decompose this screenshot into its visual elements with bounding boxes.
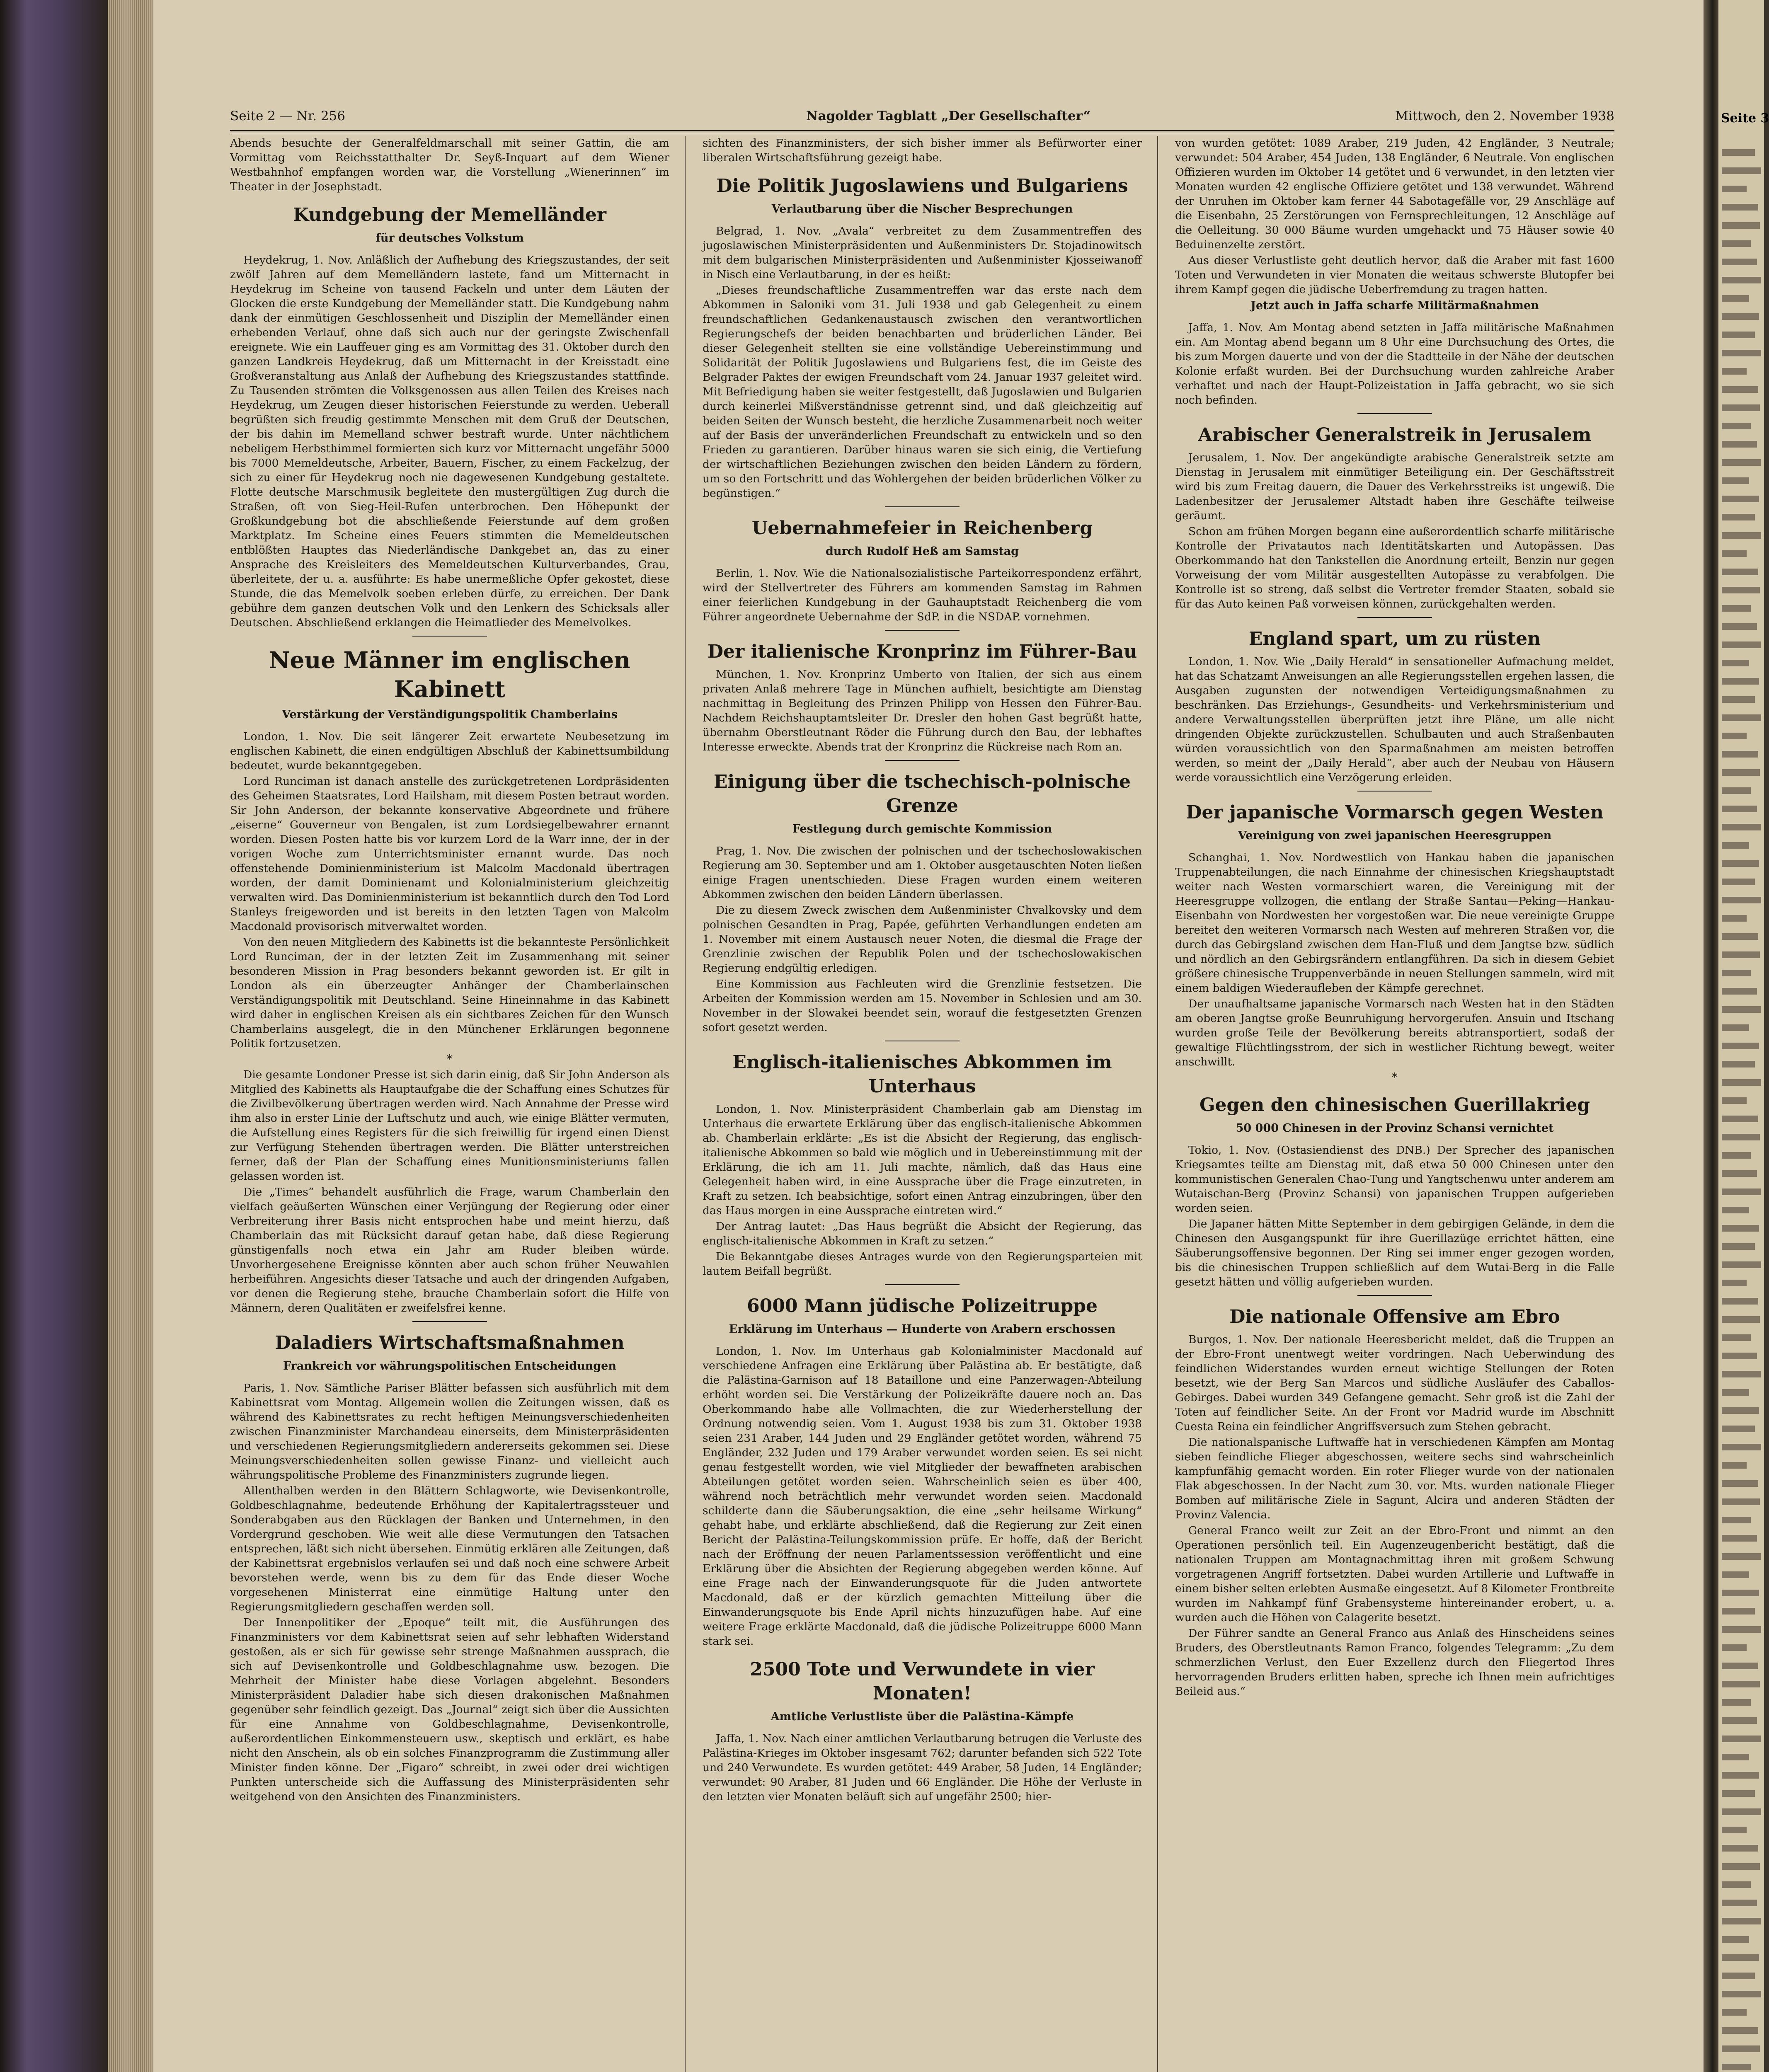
paragraph: Jerusalem, 1. Nov. Der angekündigte arabische Generalstreik setzte am Dienstag in Jerusalem mit einmütiger Beteiligung ein. Der Geschäftsstreit wird bis zum Freitag dauern, die Dauer des Verkehrsstreiks ist ungewiß. Die Ladenbesitzer der Jerusalemer Altstadt haben ihre Geschäfte teilweise geräumt. [1175, 451, 1614, 522]
next-page-text-line [1722, 350, 1761, 356]
section-divider [1357, 617, 1432, 618]
next-page-text-line [1722, 787, 1751, 794]
headline: Englisch-italienisches Abkommen im Unterhaus [732, 1052, 1112, 1097]
next-page-text-line [1722, 1644, 1747, 1651]
next-page-text-line [1722, 1590, 1759, 1596]
next-page-text-line [1722, 1480, 1758, 1487]
column-1 [230, 136, 669, 2072]
next-page-text-line [1722, 897, 1761, 903]
next-page-text-line [1722, 2064, 1751, 2070]
next-page-text-line [1722, 259, 1757, 265]
next-page-text-line [1722, 915, 1747, 922]
next-page-text-line [1722, 1517, 1751, 1523]
next-page-text-line [1722, 970, 1751, 976]
next-page-text-line [1722, 1426, 1755, 1432]
column-3 [1175, 136, 1614, 2072]
paragraph: sichten des Finanzministers, der sich bisher immer als Befürworter einer liberalen Wirtschaftsführung gezeigt habe. [703, 137, 1142, 164]
next-page-text-line [1722, 569, 1758, 575]
next-page-text-line [1722, 605, 1751, 612]
next-page-text-line [1722, 1571, 1749, 1578]
next-page-text-line [1722, 1498, 1760, 1505]
next-page-text-line [1722, 423, 1751, 429]
next-page-text-line [1722, 2009, 1747, 2016]
headline: Neue Männer im englischen Kabinett [269, 646, 630, 702]
page-edges [108, 0, 153, 2072]
next-page-text-line [1722, 1280, 1747, 1286]
next-page-text-line [1722, 2045, 1760, 2052]
paragraph: Der unaufhaltsame japanische Vormarsch nach Westen hat in den Städten am oberen Jangtse große Beunruhigung hervorgerufen. Ansuin und Itschang wurden große Teile der Bevölkerung bereits abtransportiert, sodaß der gewaltige Flüchtlingsstrom, der sich in westlicher Richtung bewegt, weiter anschwillt. [1175, 997, 1614, 1068]
next-page-text-line [1722, 1535, 1757, 1542]
next-page-text-line [1722, 2027, 1758, 2034]
section-star: * [447, 1052, 453, 1066]
next-page-text-line [1722, 1152, 1751, 1159]
subheadline: 50 000 Chinesen in der Provinz Schansi vernichtet [1236, 1122, 1554, 1135]
headline: Daladiers Wirtschaftsmaßnahmen [275, 1332, 625, 1353]
next-page-text-line [1722, 496, 1759, 502]
headline: Die nationale Offensive am Ebro [1229, 1306, 1560, 1327]
paragraph: Prag, 1. Nov. Die zwischen der polnischen und der tschechoslowakischen Regierung am 30. September und am 1. Oktober ausgetauschten Noten ließen einige Fragen unentschieden. Diese Fragen wurden einem weiteren Abkommen zwischen den beiden Ländern überlassen. [703, 845, 1142, 901]
next-page-text-line [1722, 1462, 1747, 1469]
next-page-text-line [1722, 1790, 1755, 1797]
section-divider [1357, 413, 1432, 414]
next-page-text-line [1722, 824, 1761, 830]
next-page-text-line [1722, 1772, 1759, 1779]
next-page-text-line [1722, 404, 1760, 411]
next-page-text-line [1722, 587, 1760, 593]
next-page-text-line [1722, 769, 1760, 776]
paragraph: München, 1. Nov. Kronprinz Umberto von Italien, der sich aus einem privaten Anlaß mehrere Tage in München aufhielt, besichtigte am Dienstag nachmittag in Begleitung des Prinzen Philipp von Hessen den Führer-Bau. Nachdem Reichshauptamtsleiter Dr. Dresler den hohen Gast begrüßt hatte, übernahm Oberstleutnant Röder die Führung durch den Bau, der lebhaftes Interesse erweckte. Abends trat der Kronprinz die Rückreise nach Rom an. [703, 668, 1142, 753]
paragraph: Eine Kommission aus Fachleuten wird die Grenzlinie festsetzen. Die Arbeiten der Kommission werden am 15. November in Schlesien und am 30. November in der Slowakei beendet sein, worauf die festgesetzten Grenzen sofort gesetzt werden. [703, 978, 1142, 1034]
paragraph: Burgos, 1. Nov. Der nationale Heeresbericht meldet, daß die Truppen an der Ebro-Front unentwegt weiter vordringen. Nach Ueberwindung des feindlichen Widerstandes wurden erneut wichtige Stellungen der Roten besetzt, wie der Berg San Marcos und südliche Ausläufer des Caballos-Gebirges. Dabei wurden 349 Gefangene gemacht. Sehr groß ist die Zahl der Toten auf feindlicher Seite. An der Front vor Madrid wurde im Abschnitt Cuesta Reina ein feindlicher Angriffsversuch zum Stehen gebracht. [1175, 1333, 1614, 1433]
section-divider [1357, 791, 1432, 792]
paragraph: London, 1. Nov. Im Unterhaus gab Kolonialminister Macdonald auf verschiedene Anfragen eine Erklärung über Palästina ab. Er bestätigte, daß die Palästina-Garnison auf 18 Bataillone und eine Panzerwagen-Abteilung erhöht worden sei. Die Verstärkung der Polizeikräfte dauere noch an. Das Oberkommando habe alle Vollmachten, die zur Wiederherstellung der Ordnung notwendig seien. Vom 1. August 1938 bis zum 31. Oktober 1938 seien 231 Araber, 144 Juden und 29 Engländer getötet worden, während 75 Engländer, 232 Juden und 179 Araber verwundet worden seien. Es sei nicht genau festgestellt worden, wie viel Mitglieder der bewaffneten arabischen Abteilungen getötet worden seien. Wahrscheinlich seien es über 400, während noch beträchtlich mehr verwundet worden seien. Macdonald schilderte dann die Säuberungsaktion, die eine „sehr heilsame Wirkung“ gehabt habe, und erklärte abschließend, daß die Regierung zur Zeit einen Bericht der Palästina-Teilungskommission prüfe. Er hoffe, daß der Bericht nach der Eröffnung der neuen Parlamentssession veröffentlicht und eine Erklärung über die Absichten der Regierung abgegeben werden könne. Auf eine Frage nach der Einwanderungsquote für die Juden antwortete Macdonald, daß er der kürzlich gemachten Mitteilung über die Einwanderungsquote bis Ende April nichts hinzuzufügen habe. Auf eine weitere Frage erklärte Macdonald, daß die jüdische Polizeitruppe 6000 Mann stark sei. [703, 1345, 1142, 1648]
paragraph: London, 1. Nov. Ministerpräsident Chamberlain gab am Dienstag im Unterhaus die erwartete Erklärung über das englisch-italienische Abkommen ab. Chamberlain erklärte: „Es ist die Absicht der Regierung, das englisch-italienische Abkommen so bald wie möglich und in Uebereinstimmung mit der Erklärung, die ich am 11. Juli machte, nämlich, daß das Haus eine Gelegenheit haben wird, in eine Aussprache über die Frage einzutreten, in Kraft zu setzen. Ich beabsichtige, sofort einen Antrag einzubringen, über den das Haus morgen in eine Aussprache eintreten wird.“ [703, 1103, 1142, 1217]
subheadline: Verstärkung der Verständigungspolitik Chamberlains [282, 708, 618, 721]
next-page-text-line [1722, 751, 1758, 758]
subheadline: Jetzt auch in Jaffa scharfe Militärmaßnahmen [1250, 299, 1539, 312]
next-page-text-line [1722, 1608, 1755, 1615]
paragraph: General Franco weilt zur Zeit an der Ebro-Front und nimmt an den Operationen persönlich teil. Ein Augenzeugenbericht bestätigt, daß die nationalen Truppen am Montagnachmittag ihren mit großem Schwung vorgetragenen Angriff fortsetzten. Dabei wurden Artillerie und Luftwaffe in einem bisher selten erlebten Ausmaße eingesetzt. Auf 8 Kilometer Frontbreite wurden im Nahkampf fünf Grabensysteme hintereinander erobert, u. a. wurden auch die Höhen von Calagerite besetzt. [1175, 1524, 1614, 1624]
next-page-text-line [1722, 623, 1757, 630]
next-page-text-line [1722, 1918, 1761, 1924]
next-page-text-line [1722, 1663, 1758, 1669]
paragraph: Tokio, 1. Nov. (Ostasiendienst des DNB.) Der Sprecher des japanischen Kriegsamtes teilte am Dienstag mit, daß etwa 50 000 Chinesen unter den kommunistischen Generalen Chao-Tung und Yangtschenwu unter anderem am Wutaischan-Berg (Provinz Schansi) von japanischen Truppen aufgerieben worden seien. [1175, 1144, 1614, 1215]
headline: Einigung über die tschechisch-polnische Grenze [713, 771, 1131, 816]
newspaper-title: Nagolder Tagblatt „Der Gesellschafter“ [806, 109, 1091, 123]
paragraph: Von den neuen Mitgliedern des Kabinetts ist die bekannteste Persönlichkeit Lord Runciman, der in der letzten Zeit im Zusammenhang mit seiner besonderen Mission in Prag besonders bekannt geworden ist. Er gilt in London als ein überzeugter Anhänger der Chamberlainschen Verständigungspolitik mit Deutschland. Seine Hineinnahme in das Kabinett wird daher in englischen Kreisen als ein sichtbares Zeichen für den Wunsch Chamberlains ausgelegt, die in den Münchener Erklärungen begonnene Politik fortzusetzen. [230, 936, 669, 1050]
next-page-text-line [1722, 1207, 1749, 1213]
running-head [230, 109, 1614, 129]
next-page-text-line [1722, 733, 1747, 739]
next-page-text-line [1722, 277, 1761, 283]
section-divider [1357, 1295, 1432, 1296]
headline: 6000 Mann jüdische Polizeitruppe [747, 1295, 1098, 1317]
next-page-text-line [1722, 933, 1758, 940]
column-2 [703, 136, 1142, 2072]
next-page-text-line [1722, 1353, 1757, 1359]
next-page-text-line [1722, 167, 1761, 174]
paragraph: Die Bekanntgabe dieses Antrages wurde von den Regierungsparteien mit lautem Beifall begrüßt. [703, 1250, 1142, 1278]
next-page-text-line [1722, 1808, 1761, 1815]
issue-date: Mittwoch, den 2. November 1938 [1395, 109, 1614, 123]
next-page-text-line [1722, 550, 1747, 557]
next-page-text-line [1722, 240, 1751, 247]
book-binding [0, 0, 108, 2072]
next-page-text-line [1722, 222, 1760, 229]
next-page-text-line [1722, 1316, 1760, 1323]
section-divider [885, 506, 960, 507]
section-divider [885, 630, 960, 631]
next-page-text-line [1722, 1243, 1755, 1250]
headline: Uebernahmefeier in Reichenberg [751, 518, 1093, 539]
subheadline: für deutsches Volkstum [376, 232, 524, 244]
binding-gutter [1704, 0, 1718, 2072]
subheadline: Frankreich vor währungspolitischen Entscheidungen [283, 1360, 616, 1372]
paragraph: Die Japaner hätten Mitte September in dem gebirgigen Gelände, in dem die Chinesen den Ausgangspunkt für ihre Guerillazüge errichtet hätten, eine Säuberungsoffensive begonnen. Der Ring sei immer enger gezogen worden, bis die chinesischen Truppen schließlich auf dem Wutai-Berg in die Falle gesetzt hätten und völlig aufgerieben wurden. [1175, 1218, 1614, 1288]
next-page-text-line [1722, 1973, 1755, 1979]
headline: Arabischer Generalstreik in Jerusalem [1198, 424, 1592, 445]
next-page-text-line [1722, 186, 1747, 192]
next-page-text-line [1722, 1134, 1760, 1140]
paragraph: Abends besuchte der Generalfeldmarschall mit seiner Gattin, die am Vormittag vom Reichsstatthalter Dr. Seyß-Inquart auf dem Wiener Westbahnhof empfangen worden war, die Vorstellung „Wienerinnen“ im Theater in der Josephstadt. [230, 137, 669, 193]
next-page-text-line [1722, 1334, 1751, 1341]
next-page-text-line [1722, 1827, 1747, 1833]
paragraph: London, 1. Nov. Die seit längerer Zeit erwartete Neubesetzung im englischen Kabinett, die einen endgültigen Abschluß der Kabinettsumbildung bedeutet, wurde bekanntgegeben. [230, 730, 669, 772]
subheadline: Verlautbarung über die Nischer Besprechungen [771, 203, 1073, 215]
next-page-text-line [1722, 1024, 1749, 1031]
paragraph: Die gesamte Londoner Presse ist sich darin einig, daß Sir John Anderson als Mitglied des Kabinetts als Hauptaufgabe die der Schaffung eines Schutzes für die Zivilbevölkerung übertragen werden wird. Nach Annahme der Presse wird ihm also in erster Linie der Luftschutz und auch, wie einige Blätter vermuten, die Aufstellung eines Registers für die sich freiwillig für irgend einen Dienst zur Verfügung Stehenden übertragen werden. Die Blätter unterstreichen ferner, daß der Plan der Schaffung eines Munitionsministeriums fallen gelassen worden ist. [230, 1068, 669, 1183]
paragraph: Schon am frühen Morgen begann eine außerordentlich scharfe militärische Kontrolle der Privatautos nach Identitätskarten und Autopässen. Das Oberkommando hat den Tankstellen die Anordnung erteilt, Benzin nur gegen Vorweisung der vom Militär ausgestellten Autopässe zu verabfolgen. Die Kontrolle ist so streng, daß selbst die Vertreter fremder Staaten, sobald sie für das Auto keinen Paß vorweisen können, zurückgehalten werden. [1175, 525, 1614, 610]
paragraph: Belgrad, 1. Nov. „Avala“ verbreitet zu dem Zusammentreffen des jugoslawischen Ministerpräsidenten und Außenministers Dr. Stojadinowitsch mit dem bulgarischen Ministerpräsidenten und Außenminister Kjosseiwanoff in Nisch eine Verlautbarung, in der es heißt: [703, 225, 1142, 281]
next-page-text-line [1722, 1079, 1761, 1086]
paragraph: „Dieses freundschaftliche Zusammentreffen war das erste nach dem Abkommen in Saloniki vom 31. Juli 1938 und gab Gelegenheit zu einem freundschaftlichen Gedankenaustausch zwischen den verantwortlichen Regierungschefs der beiden benachbarten und brüderlichen Länder. Bei dieser Gelegenheit stellten sie eine vollständige Uebereinstimmung und Solidarität der Politik Jugoslawiens und Bulgariens fest, die im Geiste des Belgrader Paktes der ewigen Freundschaft vom 24. Januar 1937 geleitet wird. Mit Befriedigung haben sie weiter festgestellt, daß Jugoslawien und Bulgarien durch keinerlei Mißverständnisse getrennt sind, und daß gleichzeitig auf beiden Seiten der Wunsch besteht, die herzliche Zusammenarbeit noch weiter auf der Basis der unveränderlichen Freundschaft zu entwickeln und so den Frieden zu garantieren. Darüber hinaus waren sie sich einig, die Vertiefung der wirtschaftlichen Beziehungen zwischen den beiden Ländern zu fördern, um so den Fortschritt und das Wohlergehen der beiden brüderlichen Völker zu begünstigen.“ [703, 284, 1142, 500]
next-page-text-line [1722, 1845, 1758, 1852]
next-page-text-line [1722, 1407, 1759, 1414]
next-page-text-line [1722, 368, 1747, 375]
headline: 2500 Tote und Verwundete in vier Monaten! [750, 1659, 1095, 1704]
next-page-text-line [1722, 1900, 1757, 1906]
next-page-text-line [1722, 1936, 1749, 1943]
paragraph: Die nationalspanische Luftwaffe hat in verschiedenen Kämpfen am Montag sieben feindliche Flieger abgeschossen, weitere sechs sind wahrscheinlich kampfunfähig gemacht worden. Ein roter Flieger wurde von der nationalen Flak abgeschossen. In der Nacht zum 30. vor. Mts. wurden nationale Flieger Bomben auf militärische Ziele in Sagunt, Alcira und anderen Städten der Provinz Valencia. [1175, 1436, 1614, 1521]
next-page-text-line [1722, 532, 1761, 539]
section-divider [412, 636, 487, 637]
next-page-text-line [1722, 1371, 1761, 1377]
next-page-text-line [1722, 149, 1755, 156]
next-page-text-line [1722, 1061, 1755, 1067]
next-page-text-line [1722, 641, 1761, 648]
next-page-text-line [1722, 441, 1757, 448]
next-page-text-line [1722, 332, 1755, 338]
paragraph: Heydekrug, 1. Nov. Anläßlich der Aufhebung des Kriegszustandes, der seit zwölf Jahren auf dem Memelländern lastete, fand um Mitternacht in Heydekrug im Scheine von tausend Fackeln und unter dem Läuten der Glocken die erste Kundgebung der Memelländer statt. Die Kundgebung nahm dank der einmütigen Geschlossenheit und Disziplin der Memelländer einen erhebenden Verlauf, ohne daß sich auch nur der geringste Zwischenfall ereignete. Wie ein Lauffeuer ging es am Vormittag des 31. Oktober durch den ganzen Landkreis Heydekrug, daß um Mitternacht in der Kreisstadt eine Großveranstaltung aus Anlaß der Aufhebung des Kriegszustandes stattfinde. Zu Tausenden strömten die Volksgenossen aus allen Teilen des Kreises nach Heydekrug, um Zeugen dieser historischen Feierstunde zu werden. Ueberall begrüßten sich freudig gestimmte Menschen mit dem Gruß der Deutschen, der bis dahin im Memelland schwer bestraft wurde. Unter nächtlichem nebeligem Herbsthimmel formierten sich kurz vor Mitternacht ungefähr 5000 bis 7000 Memeldeutsche, Arbeiter, Bauern, Fischer, zu einem Fackelzug, der sich zu einer für Heydekrug noch nie dagewesenen Kundgebung gestaltete. Flotte deutsche Marschmusik begleitete den mustergültigen Zug durch die Straßen, oft von Sieg-Heil-Rufen unterbrochen. Den Höhepunkt der Großkundgebung bot die abschließende Feierstunde auf dem großen Marktplatz. Im Scheine eines Feuers stimmten die Memeldeutschen entblößten Hauptes das Niederländische Dankgebet an, das zu einer Ansprache des Kreisleiters des Memeldeutschen Kulturverbandes, Grau, überleitete, der u. a. ausführte: Es habe unermeßliche Opfer gekostet, diese Stunde, die das Memelvolk soeben erleben dürfe, zu erreichen. Der Dank gebühre dem ganzen deutschen Volk und den Lenkern des Schicksals aller Deutschen. Abschließend erklangen die Heimatlieder des Memelvolkes. [230, 254, 669, 629]
next-page-text-line [1722, 1881, 1751, 1888]
next-page-edge [1718, 0, 1769, 2072]
next-page-text-line [1722, 806, 1757, 812]
paragraph: Aus dieser Verlustliste geht deutlich hervor, daß die Araber mit fast 1600 Toten und Verwundeten in vier Monaten die weitaus schwerste Blutopfer bei ihrem Kampf gegen die jüdische Ueberfremdung zu tragen hatten. [1175, 254, 1614, 296]
next-page-text-line [1722, 386, 1758, 393]
next-page-text-line [1722, 714, 1761, 721]
next-page-text-line [1722, 1389, 1749, 1396]
column-divider [1157, 136, 1158, 2072]
next-page-text-line [1722, 1736, 1761, 1742]
next-page-text-line [1722, 1006, 1761, 1013]
section-divider [885, 760, 960, 761]
next-page-text-line [1722, 1553, 1761, 1560]
paragraph: Der Innenpolitiker der „Epoque“ teilt mit, die Ausführungen des Finanzministers vor dem Kabinettsrat seien auf sehr lebhaften Widerstand gestoßen, als er sich für gewisse sehr strenge Maßnahmen aussprach, die sich auf Devisenkontrolle und Goldbeschlagnahme usw. bezogen. Die Mehrheit der Minister habe diese Vorlagen abgelehnt. Besonders Ministerpräsident Daladier habe sich diesen drakonischen Maßnahmen gegenüber sehr feindlich gezeigt. Das „Journal“ zeigt sich über die Aussichten für eine Annahme von Goldbeschlagnahme, Devisenkontrolle, außerordentlichen Einkommensteuern usw., skeptisch und erklärt, es habe nicht den Anschein, als ob ein solches Finanzprogramm die Zustimmung aller Minister finden könne. Der „Figaro“ schreibt, in zwei oder drei wichtigen Punkten unterscheide sich die Auffassung des Ministerpräsidenten sehr weitgehend von den Ansichten des Finanzministers. [230, 1616, 669, 1803]
next-page-text-line [1722, 1097, 1747, 1104]
next-page-text-line [1722, 1754, 1749, 1760]
next-page-text-line [1722, 1298, 1758, 1305]
next-page-text-line [1722, 1681, 1760, 1687]
next-page-text-line [1722, 842, 1749, 849]
subheadline: durch Rudolf Heß am Samstag [825, 545, 1019, 558]
headline: Der japanische Vormarsch gegen Westen [1186, 802, 1604, 823]
next-page-text-line [1722, 514, 1755, 520]
next-page-text-line [1722, 860, 1759, 867]
subheadline: Vereinigung von zwei japanischen Heeresgruppen [1238, 829, 1552, 842]
paragraph: Der Führer sandte an General Franco aus Anlaß des Hinscheidens seines Bruders, des Oberstleutnants Ramon Franco, folgendes Telegramm: „Zu dem schmerzlichen Verlust, den Euer Exzellenz durch den Fliegertod Ihres hervorragenden Bruders erlitten haben, spreche ich Ihnen mein aufrichtiges Beileid aus.“ [1175, 1627, 1614, 1698]
headline: England spart, um zu rüsten [1248, 628, 1541, 649]
next-page-text-line [1722, 1116, 1758, 1122]
subheadline: Amtliche Verlustliste über die Palästina-Kämpfe [771, 1710, 1074, 1723]
paragraph: von wurden getötet: 1089 Araber, 219 Juden, 42 Engländer, 3 Neutrale; verwundet: 504 Araber, 454 Juden, 138 Engländer, 6 Neutrale. Von englischen Offizieren wurden im Oktober 14 getötet und 6 verwundet, in den letzten vier Monaten wurden 42 englische Offiziere getötet und 138 verwundet. Während der Unruhen im Oktober kam ferner 44 Sabotagefälle vor, 29 Anschläge auf die Eisenbahn, 25 Zerstörungen von Fernsprechleitungen, 12 Anschläge auf die Oelleitung. 30 000 Bäume wurden umgehackt und 75 Häuser sowie 40 Beduinenzelte zerstört. [1175, 137, 1614, 251]
next-page-text-line [1722, 1043, 1759, 1049]
next-page-text-line [1722, 1170, 1757, 1177]
paragraph: Allenthalben werden in den Blättern Schlagworte, wie Devisenkontrolle, Goldbeschlagnahme, bedeutende Erhöhung der Kapitalertragssteuer und Sonderabgaben aus den Rücklagen der Banken und Unternehmen, in den Vordergrund geschoben. Wie weit alle diese Vermutungen den Tatsachen entsprechen, läßt sich nicht übersehen. Einmütig erklären alle Zeitungen, daß der Kabinettsrat ergebnislos verlaufen sei und daß noch eine schwere Arbeit bevorstehen werde, wenn bis zu dem für das Ende dieser Woche vorgesehenen Ministerrat eine einmütige Haltung unter den Regierungsmitgliedern geschaffen werden soll. [230, 1484, 669, 1613]
section-divider [885, 1284, 960, 1285]
paragraph: London, 1. Nov. Wie „Daily Herald“ in sensationeller Aufmachung meldet, hat das Schatzamt Anweisungen an alle Regierungsstellen ergehen lassen, die Ausgaben zugunsten der notwendigen Verteidigungsmaßnahmen zu beschränken. Das Erziehungs-, Gesundheits- und Verkehrsministerium und andere Verwaltungsstellen überprüften jetzt ihre Pläne, um alle nicht dringenden Objekte zurückzustellen. Schulbauten und auch Straßenbauten würden voraussichtlich von den Sparmaßnahmen am meisten betroffen werden, so meint der „Daily Herald“, aber auch der Neubau von Häusern werde voraussichtlich eine Verzögerung erleiden. [1175, 655, 1614, 784]
paragraph: Der Antrag lautet: „Das Haus begrüßt die Absicht der Regierung, das englisch-italienische Abkommen in Kraft zu setzen.“ [703, 1220, 1142, 1247]
paragraph: Jaffa, 1. Nov. Nach einer amtlichen Verlautbarung betrugen die Verluste des Palästina-Krieges im Oktober insgesamt 762; darunter befanden sich 522 Tote und 240 Verwundete. Es wurden getötet: 449 Araber, 58 Juden, 14 Engländer; verwundet: 90 Araber, 81 Juden und 66 Engländer. Die Höhe der Verluste in den letzten vier Monaten beläuft sich auf ungefähr 2500; hier- [703, 1732, 1142, 1803]
section-divider [412, 1321, 487, 1322]
column-divider [685, 136, 686, 2072]
header-rule [230, 130, 1614, 134]
paragraph: Die zu diesem Zweck zwischen dem Außenminister Chvalkovsky und dem polnischen Gesandten in Prag, Papée, geführten Verhandlungen endeten am 1. November mit einem Austausch neuer Noten, die diesmal die Frage der Grenzlinie zwischen der Republik Polen und der tschechoslowakischen Regierung endgültig erledigen. [703, 904, 1142, 975]
next-page-text-line [1722, 204, 1758, 211]
paragraph: Schanghai, 1. Nov. Nordwestlich von Hankau haben die japanischen Truppenabteilungen, die nach Einnahme der chinesischen Kriegshauptstadt weiter nach Westen vormarschiert waren, die Vereinigung mit der Heeresgruppe vollzogen, die entlang der Straße Santau—Peking—Hankau-Eisenbahn von Nordwesten her vorgestoßen war. Die neue vereinigte Gruppe bereitet den weiteren Vormarsch nach Westen auf mehreren Straßen vor, die durch das Gebirgsland zwischen dem Han-Fluß und dem Jangtse bzw. südlich und nördlich an den Gebirgsrändern entlangführen. Da sich in diesem Gebiet größere chinesische Truppenverbände in neuen Stellungen sammeln, wird mit einem baldigen Wiederaufleben der Kämpfe gerechnet. [1175, 851, 1614, 995]
next-page-header: Seite 3 [1721, 111, 1769, 126]
paragraph: Jaffa, 1. Nov. Am Montag abend setzten in Jaffa militärische Maßnahmen ein. Am Montag abend begann um 8 Uhr eine Durchsuchung des Ortes, die bis zum Morgen dauerte und von der die Stadtteile in der Nähe der deutschen Kolonie erfaßt wurden. Bei der Durchsuchung wurden zahlreiche Araber verhaftet und nach der Haupt-Polizeistation in Jaffa gebracht, wo sie sich noch befinden. [1175, 321, 1614, 407]
paragraph: Berlin, 1. Nov. Wie die Nationalsozialistische Parteikorrespondenz erfährt, wird der Stellvertreter des Führers am kommenden Samstag im Rahmen einer feierlichen Kundgebung in der Gauhauptstadt Reichenberg die vom Führer angeordnete Uebernahme der SdP. in die NSDAP. vornehmen. [703, 567, 1142, 623]
next-page-text-line [1722, 951, 1760, 958]
subheadline: Erklärung im Unterhaus — Hunderte von Arabern erschossen [729, 1323, 1116, 1336]
next-page-text-line [1722, 295, 1749, 302]
next-page-text-line [1722, 1863, 1760, 1870]
newspaper-page [153, 0, 1704, 2072]
next-page-text-line [1722, 696, 1755, 703]
next-page-text-line [1722, 1954, 1759, 1961]
next-page-text-line [1722, 879, 1755, 885]
next-page-text-line [1722, 678, 1759, 685]
next-page-text-line [1722, 1225, 1759, 1232]
next-page-text-line [1722, 988, 1757, 995]
next-page-text-line [1722, 459, 1761, 466]
next-page-text-line [1722, 313, 1759, 320]
next-page-text-line [1722, 1261, 1761, 1268]
paragraph: Paris, 1. Nov. Sämtliche Pariser Blätter befassen sich ausführlich mit dem Kabinettsrat vom Montag. Allgemein wollen die Zeitungen wissen, daß es während des Kabinettsrates zu recht heftigen Meinungsverschiedenheiten zwischen Finanzminister Marchandeau einerseits, dem Ministerpräsidenten und verschiedenen Regierungsmitgliedern andererseits gekommen sei. Diese Meinungsverschiedenheiten sollen gewisse Finanz- und vielleicht auch währungspolitische Probleme des Finanzministers zugrunde liegen. [230, 1382, 669, 1481]
next-page-text-line [1722, 1699, 1751, 1706]
next-page-text-line [1722, 1188, 1761, 1195]
paragraph: Lord Runciman ist danach anstelle des zurückgetretenen Lordpräsidenten des Geheimen Staatsrates, Lord Hailsham, mit diesem Posten betraut worden. Sir John Anderson, der bekannte konservative Abgeordnete und frühere „eiserne“ Gouverneur von Bengalen, ist zum Lordsiegelbewahrer ernannt worden. Diesen Posten hatte bis vor kurzem Lord de la Warr inne, der in der vorigen Woche zum Unterrichtsminister ernannt wurde. Das noch offenstehende Dominienministerium ist Malcolm Macdonald übertragen worden, der damit Dominienamt und Kolonialministerium gleichzeitig verwalten wird. Das Dominienministerium ist bekanntlich durch den Tod Lord Stanleys freigeworden und ist bereits in den letzten Tagen von Malcolm Macdonald provisorisch mitverwaltet worden. [230, 775, 669, 933]
headline: Gegen den chinesischen Guerillakrieg [1199, 1094, 1590, 1116]
next-page-text-line [1722, 1717, 1757, 1724]
subheadline: Festlegung durch gemischte Kommission [792, 823, 1052, 835]
next-page-text-line [1722, 1626, 1761, 1633]
headline: Die Politik Jugoslawiens und Bulgariens [716, 175, 1128, 196]
next-page-text-line [1722, 477, 1749, 484]
headline: Der italienische Kronprinz im Führer-Bau [707, 641, 1137, 662]
next-page-text-line [1722, 660, 1749, 666]
next-page-text-line [1722, 1991, 1761, 1997]
paragraph: Die „Times“ behandelt ausführlich die Frage, warum Chamberlain den vielfach geäußerten Wünschen einer Verjüngung der Regierung oder einer Verbreiterung ihrer Basis nicht entsprochen habe und meint hierzu, daß Chamberlain das mit Rücksicht darauf getan habe, daß diese Regierung günstigenfalls noch etwa ein Jahr am Ruder bleiben würde. Unvorhergesehene Ereignisse könnten aber auch schon früher Neuwahlen herbeiführen. Angesichts dieser Tatsache und auch der dringenden Aufgaben, vor denen die Regierung stehe, brauche Chamberlain sofort die Hilfe von Männern, deren Qualitäten er zweifelsfrei kenne. [230, 1186, 669, 1314]
next-page-text-line [1722, 1444, 1761, 1450]
section-star: * [1392, 1070, 1398, 1084]
page-number: Seite 2 — Nr. 256 [230, 109, 346, 123]
headline: Kundgebung der Memelländer [293, 204, 606, 225]
